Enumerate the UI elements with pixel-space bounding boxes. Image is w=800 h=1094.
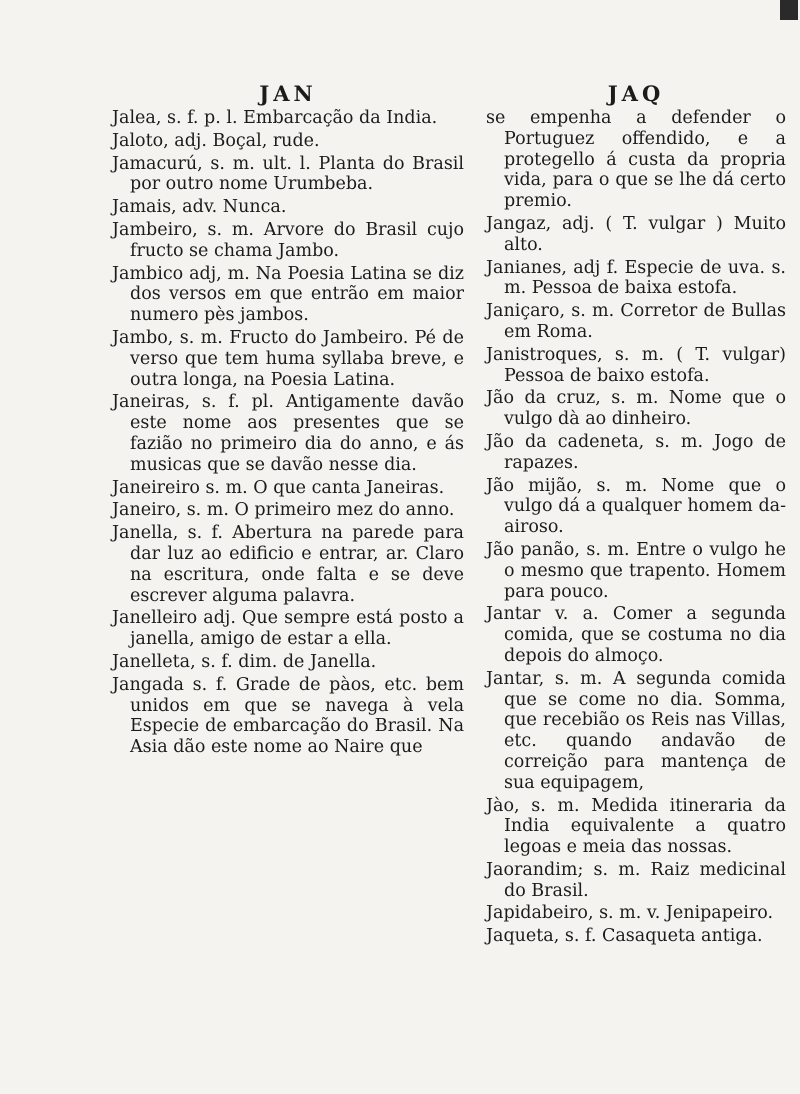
dictionary-entry: Jantar, s. m. A segunda comida que se come no dia. Somma, que recebião os Reis nas Villas, etc. quando andavão de correição para mantença de sua equipagem, [486,668,786,793]
column-header: JAQ [607,81,665,106]
dictionary-entry: Jangaz, adj. ( T. vulgar ) Muito alto. [486,213,786,255]
dictionary-entry: Jaqueta, s. f. Casaqueta antiga. [486,926,763,947]
dictionary-entry: Janianes, adj f. Especie de uva. s. m. Pessoa de baixa estofa. [486,257,786,299]
dictionary-entry: Jalea, s. f. p. l. Embarcação da India. [112,108,438,128]
dictionary-entry: Janeiras, s. f. pl. Antigamente davão este nome aos presentes que se fazião no primeiro dia do anno, e ás musicas que se davão nesse dia. [112,392,464,475]
left-column [112,81,464,760]
column-header: JAN [259,81,317,106]
dictionary-entry: Jamais, adv. Nunca. [112,197,287,218]
dictionary-entry: Janeireiro s. m. O que canta Janeiras. [112,477,445,498]
dictionary-entry: Jantar v. a. Comer a segunda comida, que se costuma no dia depois do almoço. [486,604,786,666]
dictionary-entry: Jào, s. m. Medida itineraria da India equivalente a quatro legoas e meia das nossas. [486,795,786,858]
dictionary-entry: Jaorandim; s. m. Raiz medicinal do Brasil. [486,859,786,901]
dictionary-entry: Jangada s. f. Grade de pàos, etc. bem unidos em que se navega à vela Especie de embarcação do Brasil. Na Asia dão este nome ao Naire que [112,674,464,758]
dictionary-entry: Jão panão, s. m. Entre o vulgo he o mesmo que trapento. Homem para pouco. [486,539,786,602]
dictionary-entry: se empenha a defender o Portuguez offendido, e a protegello á custa da propria vida, para o que se lhe dá certo premio. [486,108,786,212]
dictionary-entry: Janiçaro, s. m. Corretor de Bullas em Roma. [486,301,786,342]
dictionary-entry: Jambico adj, m. Na Poesia Latina se diz dos versos em que entrão em maior numero pès jambos. [112,263,464,326]
dictionary-entry: Janella, s. f. Abertura na parede para dar luz ao edificio e entrar, ar. Claro na escritura, onde falta e se deve escrever alguma palavra. [112,523,464,606]
dictionary-entry: Janelleiro adj. Que sempre está posto a janella, amigo de estar a ella. [112,608,464,650]
dictionary-entry: Jão mijão, s. m. Nome que o vulgo dá a qualquer homem da-airoso. [486,475,786,538]
dictionary-entry: Jão da cruz, s. m. Nome que o vulgo dà ao dinheiro. [486,388,786,430]
dictionary-entry: Janelleta, s. f. dim. de Janella. [112,651,377,672]
dictionary-entry: Jambo, s. m. Fructo do Jambeiro. Pé de verso que tem huma syllaba breve, e outra longa, na Poesia Latina. [112,327,464,390]
dictionary-entry: Janistroques, s. m. ( T. vulgar) Pessoa de baixo estofa. [486,344,786,386]
dictionary-entry: Jamacurú, s. m. ult. l. Planta do Brasil por outro nome Urumbeba. [112,153,464,195]
page-edge-mark [780,0,798,20]
dictionary-entry: Jão da cadeneta, s. m. Jogo de rapazes. [486,431,786,473]
right-column [486,81,786,949]
dictionary-entry: Janeiro, s. m. O primeiro mez do anno. [112,500,455,521]
dictionary-entry: Jambeiro, s. m. Arvore do Brasil cujo fructo se chama Jambo. [112,219,464,261]
dictionary-entry: Japidabeiro, s. m. v. Jenipapeiro. [486,903,774,924]
dictionary-entry: Jaloto, adj. Boçal, rude. [112,130,320,151]
